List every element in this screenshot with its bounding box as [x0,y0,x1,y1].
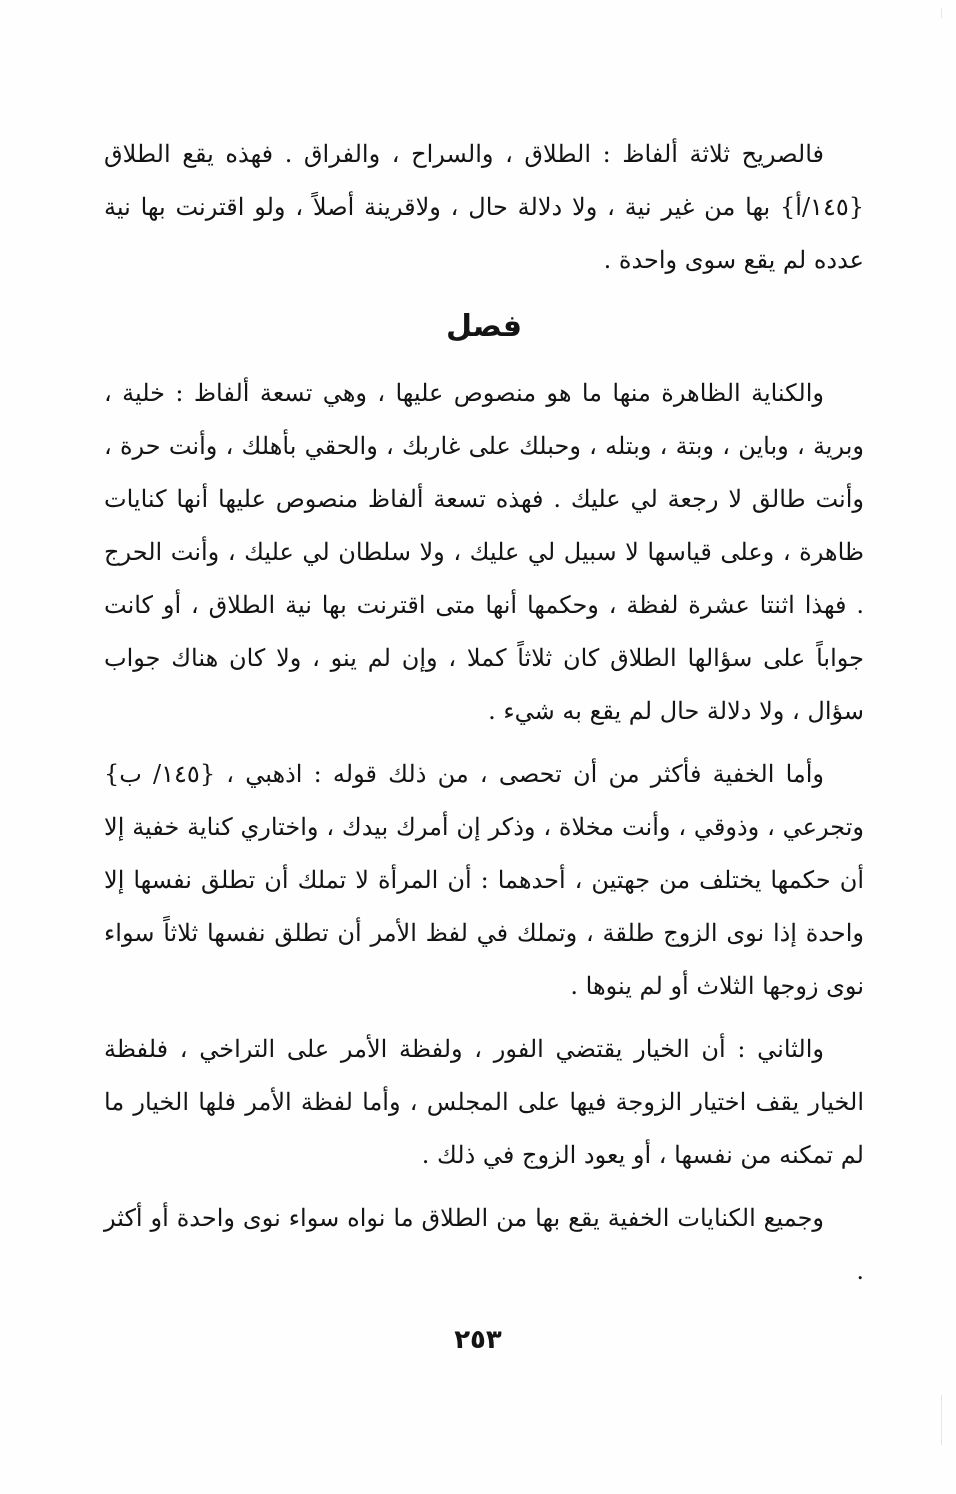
section-heading: فصل [446,309,522,344]
scan-edge-mark [941,1395,942,1445]
paragraph-visible-metonymy: والكناية الظاهرة منها ما هو منصوص عليها ، وهي تسعة ألفاظ : خلية ، وبرية ، وباين ، وبتة ، وبتله ، وحبلك على غاربك ، والحقي بأهلك ، وأنت حرة ، وأنت طالق لا رجعة لي عليك . فهذه تسعة ألفاظ منصوص عليها أنها كنايات ظاهرة ، وعلى قياسها لا سبيل لي عليك ، ولا سلطان لي عليك ، وأنت الحرج . فهذا اثنتا عشرة لفظة ، وحكمها أنها متى اقترنت بها نية الطلاق ، أو كانت جواباً على سؤالها الطلاق كان ثلاثاً كملا ، وإن لم ينو ، ولا كان هناك جواب سؤال ، ولا دلالة حال لم يقع به شيء . [104,379,865,725]
paragraph-second-difference: والثاني : أن الخيار يقتضي الفور ، ولفظة الأمر على التراخي ، فلفظة الخيار يقف اختيار الزوجة فيها على المجلس ، وأما لفظة الأمر فلها الخيار ما لم تمكنه من نفسها ، أو يعود الزوج في ذلك . [104,1035,864,1169]
intro-paragraph: فالصريح ثلاثة ألفاظ : الطلاق ، والسراح ، والفراق . فهذه يقع الطلاق {١٤٥/أ} بها من غير نية ، ولا دلالة حال ، ولاقرينة أصلاً ، ولو اقترنت بها نية عدده لم يقع سوى واحدة . [104,140,864,274]
body-text [104,128,864,1308]
paragraph-hidden-metonymy: وأما الخفية فأكثر من أن تحصى ، من ذلك قوله : اذهبي ، {١٤٥/ ب} وتجرعي ، وذوقي ، وأنت مخلاة ، وذكر إن أمرك بيدك ، واختاري كناية خفية إلا أن حكمها يختلف من جهتين ، أحدهما : أن المرأة لا تملك أن تطلق نفسها إلا واحدة إذا نوى الزوج طلقة ، وتملك في لفظ الأمر أن تطلق نفسها ثلاثاً سواء نوى زوجها الثلاث أو لم ينوها . [104,760,864,1000]
scan-edge-mark [941,8,942,18]
page-number: ٢٥٣ [454,1325,502,1355]
paragraph-conclusion: وجميع الكنايات الخفية يقع بها من الطلاق ما نواه سواء نوى واحدة أو أكثر . [104,1204,864,1285]
